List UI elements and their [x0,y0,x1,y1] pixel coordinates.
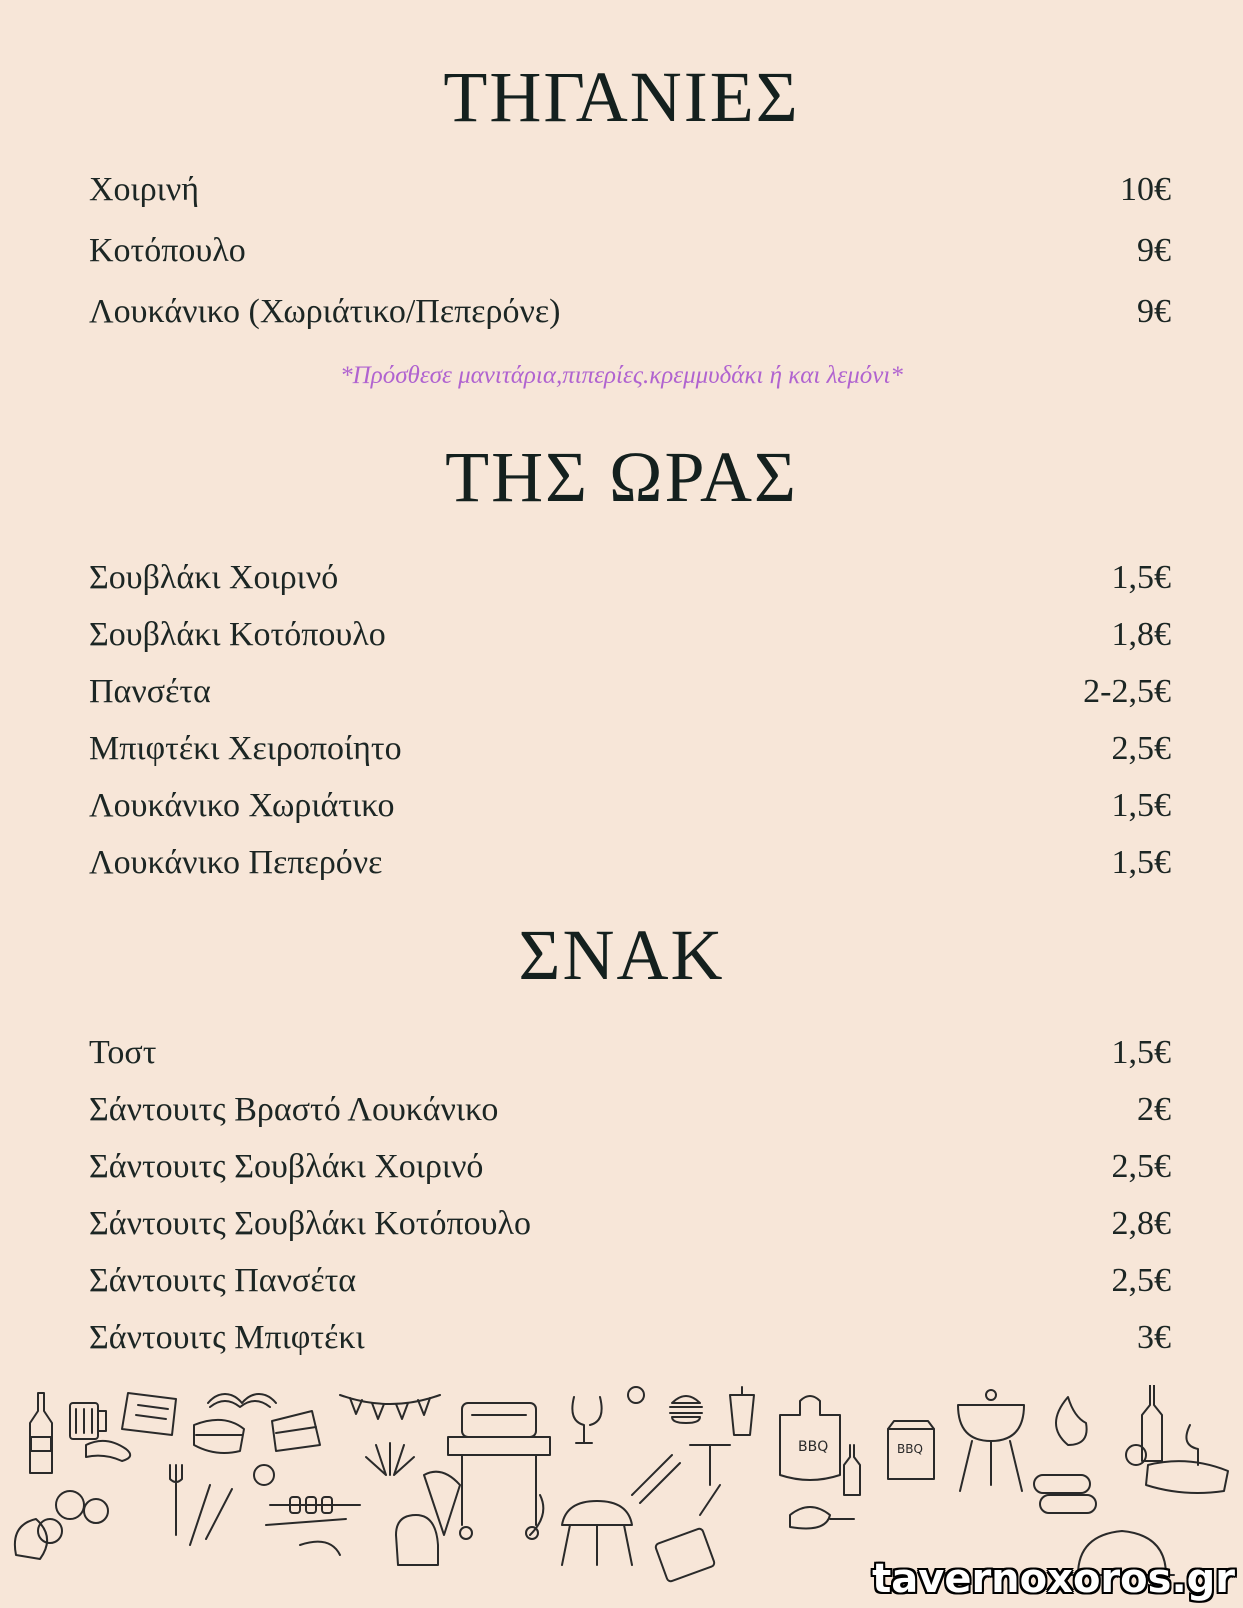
menu-item [89,1088,1171,1132]
menu-item [89,841,1171,885]
bottle-icon [1142,1385,1198,1465]
menu-item-price: 3€ [1137,1319,1171,1356]
menu-item-price: 9€ [1137,293,1171,330]
basket-grill-icon [655,1485,720,1582]
bottle-icon [844,1445,860,1495]
section-note: *Πρόσθεσε μανιτάρια,πιπερίες.κρεμμυδάκι ή και λεμόνι* [340,362,903,389]
sandwich-icon [194,1411,320,1453]
meat-icon [15,1491,108,1559]
menu-item-name: Σάντουιτς Σουβλάκι Χοιρινό [89,1148,484,1185]
menu-item-name: Κοτόπουλο [89,232,246,269]
menu-item-price: 2,5€ [1111,730,1171,767]
menu-item-name: Σάντουιτς Σουβλάκι Κοτόπουλο [89,1205,531,1242]
menu-item-name: Σουβλάκι Χοιρινό [89,559,339,596]
menu-item [89,1145,1171,1189]
sausage-icon [86,1441,130,1461]
menu-item-price: 9€ [1137,232,1171,269]
menu-item [89,784,1171,828]
section-title-tiganies: ΤΗΓΑΝΙΕΣ [443,57,800,137]
menu-item-price: 1,5€ [1111,1034,1171,1071]
menu-item [89,1259,1171,1303]
svg-text:BBQ: BBQ [897,1442,923,1456]
menu-item-name: Σουβλάκι Κοτόπουλο [89,616,386,653]
menu-item [89,613,1171,657]
menu-item-price: 10€ [1120,171,1171,208]
menu-item [89,1202,1171,1246]
ice-cream-icon [424,1472,460,1535]
menu-item [89,1316,1171,1360]
menu-item-price: 2,5€ [1111,1262,1171,1299]
skewer-icon [266,1497,360,1525]
menu-item-price: 1,8€ [1111,616,1171,653]
menu-item-name: Λουκάνικο (Χωριάτικο/Πεπερόνε) [89,293,561,330]
menu-item-name: Σάντουιτς Πανσέτα [89,1262,357,1299]
menu-item-name: Μπιφτέκι Χειροποίητο [89,730,402,767]
beer-mug-icon [70,1403,106,1439]
menu-item-price: 1,5€ [1111,559,1171,596]
menu-item [89,1031,1171,1075]
fork-icon [170,1465,232,1545]
menu-item-price: 2-2,5€ [1083,673,1171,710]
meat-icon [790,1507,854,1529]
menu-item-name: Σάντουιτς Μπιφτέκι [89,1319,365,1356]
charcoal-bag-icon [888,1421,934,1479]
menu-item-name: Λουκάνικο Χωριάτικο [89,787,395,824]
menu-item-name: Χοιρινή [89,171,199,208]
menu-item [89,727,1171,771]
menu-item-price: 2€ [1137,1091,1171,1128]
menu-item [89,290,1171,334]
sandwich-icon [1146,1461,1228,1493]
menu-item-name: Λουκάνικο Πεπερόνε [89,844,383,881]
burger-icon [670,1396,702,1423]
site-watermark: tavernoxoros.gr [872,1556,1235,1602]
bunting-icon [340,1395,440,1419]
sausage-icon [208,1394,276,1407]
firewood-icon [1034,1475,1096,1513]
svg-text:BBQ: BBQ [798,1439,829,1455]
menu-item [89,556,1171,600]
menu-item [89,168,1171,212]
bread-icon [122,1393,176,1435]
cup-icon [730,1387,754,1435]
menu-item [89,670,1171,714]
apron-icon [780,1396,840,1480]
fireworks-icon [366,1443,414,1475]
menu-item-price: 2,5€ [1111,1148,1171,1185]
kettle-grill-icon [562,1501,632,1565]
menu-item-price: 1,5€ [1111,787,1171,824]
skewer-icon [632,1445,730,1503]
menu-item-price: 1,5€ [1111,844,1171,881]
grill-icon [448,1403,550,1539]
beer-bottle-icon [30,1393,52,1473]
menu-item-name: Τοστ [89,1034,157,1071]
mitten-icon [396,1515,438,1565]
menu-item-name: Πανσέτα [89,673,211,710]
section-title-snak: ΣΝΑΚ [518,915,725,995]
menu-item [89,229,1171,273]
wine-glass-icon [572,1397,601,1443]
flame-icon [1056,1397,1087,1445]
kettle-grill-icon [958,1390,1024,1491]
section-title-tis-oras: ΤΗΣ ΩΡΑΣ [445,437,798,517]
menu-item-name: Σάντουιτς Βραστό Λουκάνικο [89,1091,499,1128]
menu-item-price: 2,8€ [1111,1205,1171,1242]
